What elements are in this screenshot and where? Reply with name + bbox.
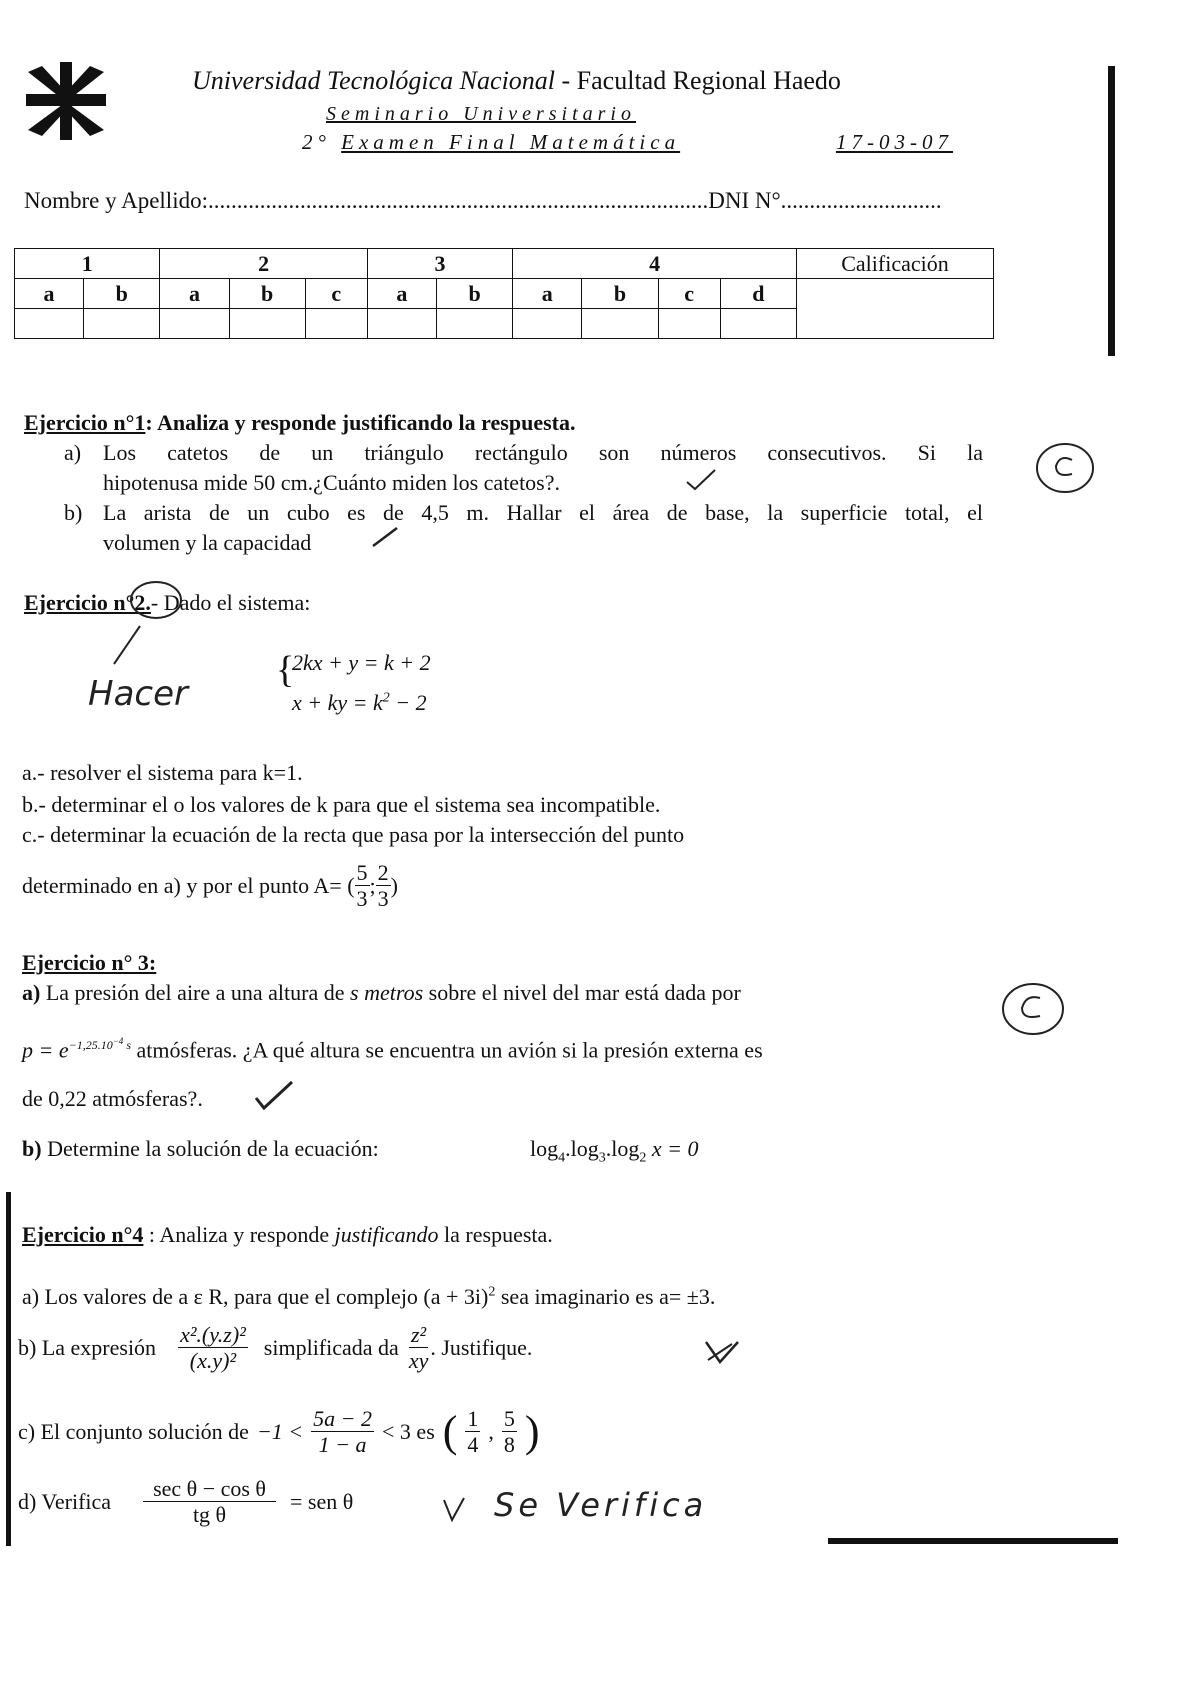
point-y-den: 3 xyxy=(377,886,389,912)
point-x-num: 5 xyxy=(356,860,368,885)
ex4-c-n2: 5 xyxy=(503,1406,515,1431)
ex4-a-exp: 2 xyxy=(488,1284,496,1300)
ex2-c2 xyxy=(22,860,398,912)
system-eq1: 2kx + y = k + 2 xyxy=(292,650,431,675)
checkmark-icon xyxy=(252,1078,296,1112)
ex1-title: Ejercicio n°1 xyxy=(24,410,146,435)
ex4-c-d1: 4 xyxy=(467,1432,479,1458)
ex4-instruction-2: la respuesta. xyxy=(438,1222,553,1247)
grade-header: Calificación xyxy=(797,249,994,279)
score-cell[interactable] xyxy=(84,309,160,339)
score-cell[interactable] xyxy=(513,309,582,339)
score-cell[interactable] xyxy=(582,309,658,339)
exam-date: 17-03-07 xyxy=(836,130,953,154)
ex2-c: c.- determinar la ecuación de la recta que pasa por la intersección del punto xyxy=(22,822,685,847)
ex2-c2-text: determinado en a) y por el punto A= ( xyxy=(22,872,355,898)
exercise-col-4: 4 xyxy=(513,249,797,279)
ex2-title: Ejercicio n°2. xyxy=(24,590,151,615)
ex3-a-text: La presión del aire a una altura de xyxy=(45,980,345,1005)
score-cell[interactable] xyxy=(436,309,512,339)
ex2-a: a.- resolver el sistema para k=1. xyxy=(22,760,303,785)
ex3-b-text: Determine la solución de la ecuación: xyxy=(47,1136,379,1161)
scan-edge-bottom xyxy=(828,1538,1118,1544)
ex3-a-text-2: atmósferas. ¿A qué altura se encuentra un avión si la presión externa es xyxy=(130,1037,763,1063)
score-cell[interactable] xyxy=(229,309,305,339)
ex4-b xyxy=(18,1322,532,1374)
log-base-1: 4 xyxy=(558,1150,566,1166)
part-cell: b xyxy=(582,279,658,309)
score-cell[interactable] xyxy=(367,309,436,339)
ex4-d xyxy=(18,1476,353,1528)
ex2-intro: - Dado el sistema: xyxy=(150,590,311,615)
score-cell[interactable] xyxy=(160,309,229,339)
system-eq2 xyxy=(292,690,427,716)
ex4-b-num: x².(y.z)² xyxy=(180,1322,246,1347)
ex4-d-num: sec θ − cos θ xyxy=(143,1476,276,1502)
grade-table-header-row xyxy=(15,249,994,279)
checkmark-icon xyxy=(684,468,718,492)
system-brace: { xyxy=(276,649,295,691)
ex3-formula-exp-power: −4 xyxy=(112,1036,124,1046)
point-y-num: 2 xyxy=(377,860,389,885)
ex4-c-left: −1 < xyxy=(256,1418,304,1444)
handwritten-verify-note: Se Verifica xyxy=(494,1486,708,1524)
paren-open: ( xyxy=(442,1407,458,1457)
part-cell: d xyxy=(720,279,796,309)
log-1: log xyxy=(530,1136,559,1161)
correct-circle-icon xyxy=(1000,980,1066,1038)
ex4-c-frac1 xyxy=(465,1406,480,1458)
ex3-a-italic: s metros xyxy=(350,980,424,1005)
ex1-a-line2: hipotenusa mide 50 cm.¿Cuánto miden los catetos?. xyxy=(103,470,561,495)
ex3-formula-base: p = e xyxy=(22,1037,69,1063)
ex4-heading xyxy=(22,1222,553,1248)
ex3-formula-exp-main: −1,25.10 xyxy=(68,1038,113,1052)
ex1-instruction: : Analiza y responde justificando la respuesta. xyxy=(145,410,576,435)
ex4-c xyxy=(18,1406,540,1458)
university-logo xyxy=(24,62,108,140)
system-eq2-lhs: x + ky = k xyxy=(292,690,383,715)
ex3-a-line2 xyxy=(22,1036,763,1063)
ex1-a-label: a) xyxy=(64,440,82,465)
point-x-fraction xyxy=(355,860,370,912)
part-cell: a xyxy=(15,279,84,309)
circle-annotation-icon xyxy=(128,578,188,624)
score-cell[interactable] xyxy=(305,309,367,339)
ex4-b-den2: xy xyxy=(408,1348,429,1374)
checkmark-icon xyxy=(440,1494,468,1524)
ex4-instruction-1: : Analiza y responde xyxy=(143,1222,335,1247)
ex3-title: Ejercicio n° 3: xyxy=(22,950,157,975)
exam-name: Examen Final Matemática xyxy=(341,130,681,154)
ex4-c-n1: 1 xyxy=(467,1406,479,1431)
system-eq2-exp: 2 xyxy=(382,690,390,706)
ex4-instruction-it: justificando xyxy=(334,1222,439,1247)
dni-label: DNI N°. xyxy=(708,188,787,213)
ex4-c-right: < 3 es xyxy=(382,1418,435,1444)
exercise-col-2: 2 xyxy=(160,249,367,279)
scan-edge-left xyxy=(6,1192,11,1546)
ex4-d-fraction xyxy=(143,1476,276,1528)
header-title xyxy=(192,66,841,96)
ex4-c-frac2 xyxy=(502,1406,517,1458)
part-cell: a xyxy=(367,279,436,309)
system-eq2-rhs: − 2 xyxy=(389,690,427,715)
part-cell: a xyxy=(513,279,582,309)
part-cell: c xyxy=(305,279,367,309)
ex3-b-label: b) xyxy=(22,1136,42,1161)
score-cell[interactable] xyxy=(15,309,84,339)
ex4-b-den: (x.y)² xyxy=(189,1348,237,1374)
part-cell: b xyxy=(436,279,512,309)
ex4-b-label: b) La expresión xyxy=(18,1334,157,1360)
exercise-col-3: 3 xyxy=(367,249,512,279)
student-info-line xyxy=(24,188,942,214)
ex4-b-fraction2 xyxy=(409,1322,429,1374)
log-2: log xyxy=(570,1136,599,1161)
part-cell: b xyxy=(84,279,160,309)
grade-table xyxy=(14,248,994,339)
ex4-c-label: c) El conjunto solución de xyxy=(18,1418,249,1444)
ex4-c-den: 1 − a xyxy=(318,1432,367,1458)
scan-edge-right xyxy=(1108,66,1115,356)
ex3-b-line xyxy=(22,1136,379,1162)
log-3: log xyxy=(611,1136,640,1161)
faculty-name: - Facultad Regional Haedo xyxy=(561,66,841,95)
ex3-a-line1 xyxy=(22,980,741,1006)
exam-title xyxy=(302,130,680,155)
ex4-a-end: sea imaginario es a= ±3. xyxy=(495,1284,716,1309)
ex4-title: Ejercicio n°4 xyxy=(22,1222,144,1247)
ex2-b: b.- determinar el o los valores de k para que el sistema sea incompatible. xyxy=(22,792,661,817)
dni-field[interactable]: ........................... xyxy=(786,188,942,213)
ex3-formula-exp-var: s xyxy=(123,1038,131,1052)
score-cell[interactable] xyxy=(720,309,796,339)
ex4-b-mid: simplificada da xyxy=(263,1334,399,1360)
name-field[interactable]: ....................................................................................... xyxy=(207,188,709,213)
point-x-den: 3 xyxy=(356,886,368,912)
arrow-stroke-icon xyxy=(108,622,148,668)
handwritten-note: Hacer xyxy=(88,674,188,714)
part-cell: c xyxy=(658,279,720,309)
ex4-c-fraction xyxy=(311,1406,374,1458)
name-label: Nombre y Apellido: xyxy=(24,188,208,213)
ex4-b-end: . Justifique. xyxy=(430,1334,533,1360)
ex3-a-line3: de 0,22 atmósferas?. xyxy=(22,1086,203,1111)
university-name: Universidad Tecnológica Nacional xyxy=(192,66,556,95)
ex4-b-fraction xyxy=(178,1322,248,1374)
ex1-a-line1: Los catetos de un triángulo rectángulo son números consecutivos. Si la xyxy=(103,440,983,465)
point-close: ) xyxy=(390,872,398,898)
ex4-a xyxy=(22,1284,715,1310)
exam-number: 2° xyxy=(302,130,331,154)
grade-value-cell[interactable] xyxy=(797,279,994,339)
ex4-c-num: 5a − 2 xyxy=(313,1406,373,1431)
ex1-b-line1: La arista de un cubo es de 4,5 m. Hallar el área de base, la superficie total, el xyxy=(103,500,983,525)
ex4-d-end: = sen θ xyxy=(289,1488,354,1514)
ex4-d-den: tg θ xyxy=(192,1502,227,1528)
point-y-fraction xyxy=(376,860,391,912)
ex3-a-label: a) xyxy=(22,980,41,1005)
ex1-b-line2: volumen y la capacidad xyxy=(103,530,312,555)
paren-close: ) xyxy=(524,1407,540,1457)
ex4-c-d2: 8 xyxy=(503,1432,515,1458)
ex3-b-equation: $\log_4.\log_3.\log_2$ x = 0 xyxy=(530,1136,699,1166)
pen-stroke-icon xyxy=(370,524,400,550)
ex1-b-label: b) xyxy=(64,500,83,525)
ex3-formula-exp xyxy=(69,1038,131,1052)
part-cell: b xyxy=(229,279,305,309)
seminar-title: Seminario Universitario xyxy=(326,103,636,125)
cross-check-icon xyxy=(702,1338,742,1366)
ex4-c-comma: , xyxy=(488,1418,494,1444)
grade-table-parts-row xyxy=(15,279,994,309)
ex4-a-text: a) Los valores de a ε R, para que el complejo (a + 3i) xyxy=(22,1284,489,1309)
correct-circle-icon xyxy=(1034,440,1096,496)
exercise-col-1: 1 xyxy=(15,249,160,279)
ex4-d-label: d) Verifica xyxy=(18,1488,112,1514)
score-cell[interactable] xyxy=(658,309,720,339)
log-base-2: 3 xyxy=(598,1150,606,1166)
ex1-heading xyxy=(24,410,575,436)
ex3-a-text-end: sobre el nivel del mar está dada por xyxy=(428,980,741,1005)
part-cell: a xyxy=(160,279,229,309)
log-equation-end: x = 0 xyxy=(651,1136,699,1161)
ex4-b-num2: z² xyxy=(409,1322,429,1348)
point-sep: ; xyxy=(369,872,376,898)
log-base-3: 2 xyxy=(639,1150,647,1166)
